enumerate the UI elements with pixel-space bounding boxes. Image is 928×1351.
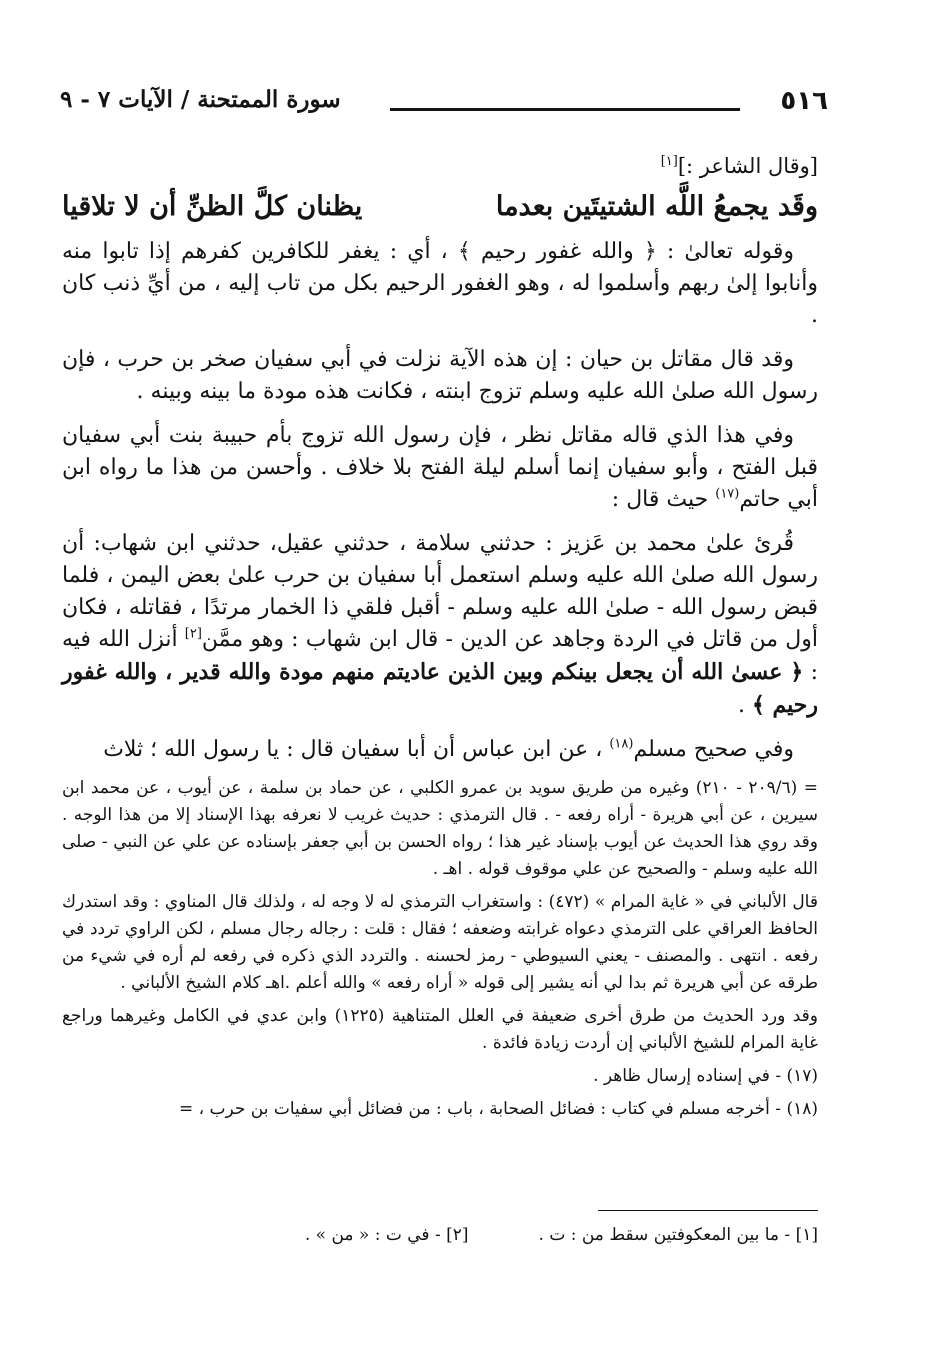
footnote-continued: = (٢٠٩/٦ - ٢١٠) وغيره من طريق سويد بن عمرو الكلبي ، عن حماد بن سلمة ، عن أيوب ، عن محمد ابن سيرين ، عن أبي هريرة - أراه رفعه - . قال الترمذي : حديث غريب لا نعرفه بهذا الإسناد إلا من هذا الوجه . وقد روي هذا الحديث عن أيوب بإسناد غير هذا ؛ رواه الحسن بن أبي جعفر بإسناده عن علي عن النبي - صلى الله عليه وسلم - والصحيح عن علي موقوف قوله . اهـ . xyxy=(62,778,818,879)
footnote-other-routes: وقد ورد الحديث من طرق أخرى ضعيفة في العلل المتناهية (١٢٢٥) وابن عدي في الكامل وغيرهما وراجع غاية المرام للشيخ الألباني إن أردت زيادة فائدة . xyxy=(62,1006,818,1053)
main-text xyxy=(62,150,818,778)
editor-note-1: [١] - ما بين المعكوفتين سقط من : ت . xyxy=(538,1225,818,1245)
footnote-17: (١٧) - في إسناده إرسال ظاهر . xyxy=(593,1066,818,1086)
paragraph-5-end: ، عن ابن عباس أن أبا سفيان قال : يا رسول الله ؛ ثلاث xyxy=(103,737,610,762)
footnote-ref-17: (١٧) xyxy=(715,486,740,502)
header-rule xyxy=(390,108,740,111)
verse-second-hemistich: يظنان كلَّ الظنِّ أن لا تلاقيا xyxy=(62,191,363,222)
running-title: سورة الممتحنة / الآيات ٧ - ٩ xyxy=(60,86,341,113)
paragraph-2: وقد قال مقاتل بن حيان : إن هذه الآية نزلت في أبي سفيان صخر بن حرب ، فإن رسول الله صلىٰ الله عليه وسلم تزوج ابنته ، فكانت هذه مودة ما بينه وبينه . xyxy=(62,347,818,404)
paragraph-3-end: حيث قال : xyxy=(611,487,716,512)
page-number: ٥١٦ xyxy=(780,86,828,116)
paragraph-4-text: قُرئ علىٰ محمد بن عَزيز : حدثني سلامة ، حدثني عقيل، حدثني ابن شهاب: أن رسول الله صلىٰ الله عليه وسلم استعمل أبا سفيان بن حرب علىٰ بعض اليمن ، فلما قبض رسول الله - صلىٰ الله عليه وسلم - أقبل فلقي ذا الخمار مرتدًا ، فقاتله ، فكان أول من قاتل في الردة وجاهد عن الدين - قال ابن شهاب : وهو ممَّن xyxy=(62,531,818,652)
poet-intro xyxy=(62,150,818,182)
poet-intro-ref: [١] xyxy=(660,154,678,169)
poet-intro-text: [وقال الشاعر :] xyxy=(677,154,818,178)
paragraph-5 xyxy=(62,734,818,766)
footnotes xyxy=(62,775,818,1129)
paragraph-3 xyxy=(62,420,818,516)
poetry-verse xyxy=(62,188,818,226)
paragraph-4 xyxy=(62,528,818,722)
verse-first-hemistich: وقَد يجمعُ اللَّه الشتيتَين بعدما xyxy=(495,191,818,222)
quran-quote: ﴿ عسىٰ الله أن يجعل بينكم وبين الذين عاديتم منهم مودة والله قدير ، والله غفور رحيم ﴾ xyxy=(62,659,818,718)
footnote-18: (١٨) - أخرجه مسلم في كتاب : فضائل الصحابة ، باب : من فضائل أبي سفيات بن حرب ، = xyxy=(178,1099,818,1119)
footnote-albani: قال الألباني في « غاية المرام » (٤٧٢) : واستغراب الترمذي له لا وجه له ، ولذلك قال المناوي : وقد استدرك الحافظ العراقي على الترمذي دعواه غرابته وضعفه ؛ فقال : قلت : رجاله رجال مسلم ، لكن الراوي تردد في رفعه . انتهى . والمصنف - يعني السيوطي - رمز لحسنه . والتردد الذي ذكره في رفعه لم أره في شيء من طرقه عن أبي هريرة ثم بدا لي أنه يشير إلى قوله « أراه رفعه » والله أعلم .اهـ كلام الشيخ الألباني . xyxy=(62,892,818,993)
paragraph-5-text: وفي صحيح مسلم xyxy=(633,737,794,762)
bottom-rule xyxy=(598,1210,818,1211)
editor-note-2: [٢] - في ت : « من » . xyxy=(304,1225,469,1245)
footnote-ref-2: [٢] xyxy=(184,626,202,642)
paragraph-4-mid: أنزل الله فيه : xyxy=(62,627,819,685)
editor-notes xyxy=(160,1222,818,1248)
footnote-ref-18: (١٨) xyxy=(609,736,634,752)
paragraph-1: وقوله تعالىٰ : ﴿ والله غفور رحيم ﴾ ، أي : يغفر للكافرين كفرهم إذا تابوا منه وأنابوا إلىٰ ربهم وأسلموا له ، وهو الغفور الرحيم بكل من تاب إليه ، من أيِّ ذنب كان . xyxy=(62,239,818,328)
paragraph-4-end: . xyxy=(737,693,752,718)
paragraph-3-text: وفي هذا الذي قاله مقاتل نظر ، فإن رسول الله تزوج بأم حبيبة بنت أبي سفيان قبل الفتح ، وأبو سفيان إنما أسلم ليلة الفتح بلا خلاف . وأحسن من هذا ما رواه ابن أبي حاتم xyxy=(62,423,818,512)
page-header xyxy=(60,86,828,126)
